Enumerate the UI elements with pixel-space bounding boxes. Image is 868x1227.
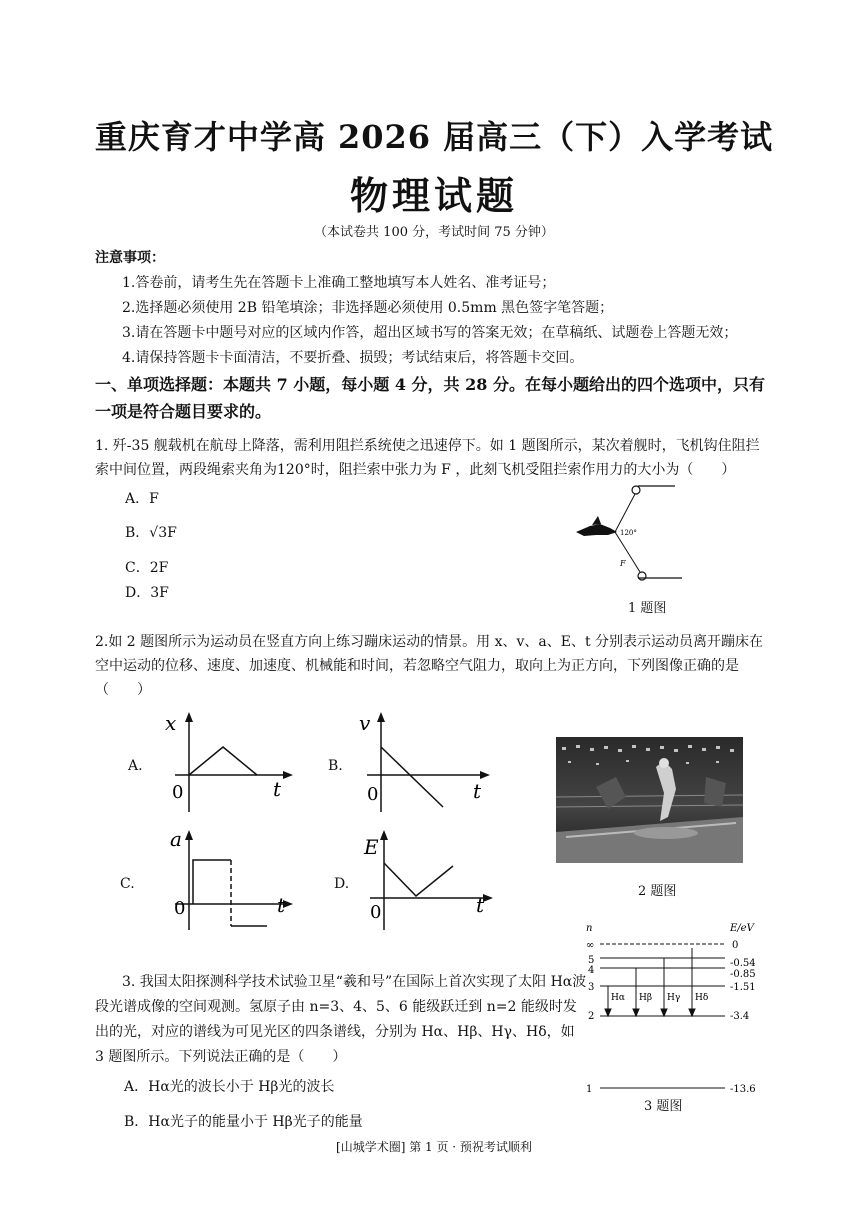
level-n: 2 xyxy=(588,1011,595,1022)
n-label: n xyxy=(586,923,593,934)
spectral-line-label: Hγ xyxy=(667,993,681,1003)
q2-option-a: A. xyxy=(128,758,143,774)
q2-stem-cont: （ ） xyxy=(95,682,151,698)
q1-stem: 1. 歼-35 舰载机在航母上降落，需利用阻拦系统使之迅速停下。如 1 题图所示，某次着舰时，飞机钩住阻拦 xyxy=(95,438,760,454)
subject-title: 物理试题 xyxy=(349,173,518,218)
y-axis-label: x xyxy=(165,711,177,735)
notice-heading: 注意事项： xyxy=(95,250,165,266)
origin-label: 0 xyxy=(172,782,184,803)
q2-graph-a xyxy=(165,708,300,818)
y-axis-label: v xyxy=(359,711,371,735)
q2-stem: 2.如 2 题图所示为运动员在竖直方向上练习蹦床运动的情景。用 x、v、a、E、t 分别表示运动员离开蹦床在 xyxy=(95,634,764,650)
q3-stem: 3. 我国太阳探测科学技术试验卫星“羲和号”在国际上首次实现了太阳 Hα波 xyxy=(122,974,587,990)
x-axis-label: t xyxy=(273,777,282,801)
q1-option-a: A．F xyxy=(125,491,159,507)
exam-title: 重庆育才中学高 2026 届高三（下）入学考试 xyxy=(94,118,774,156)
pulley-icon xyxy=(632,486,640,494)
section-heading: 一、单项选择题：本题共 7 小题，每小题 4 分，共 28 分。在每小题给出的四个选项中，只有 xyxy=(95,375,765,394)
q1-option-d: D．3F xyxy=(125,585,169,601)
q1-caption: 1 题图 xyxy=(628,601,667,616)
pulley-icon xyxy=(638,572,646,580)
q2-caption: 2 题图 xyxy=(638,884,677,899)
q2-graph-c xyxy=(165,826,300,934)
level-n: 3 xyxy=(588,982,595,993)
spectral-line-label: Hβ xyxy=(639,993,653,1003)
notice-item: 1.答卷前，请考生先在答题卡上准确工整地填写本人姓名、准考证号； xyxy=(122,275,556,291)
q3-stem-cont: 出的光，对应的谱线为可见光区的四条谱线，分别为 Hα、Hβ、Hγ、Hδ，如 xyxy=(95,1024,575,1040)
level-n: ∞ xyxy=(586,940,595,951)
q2-option-c: C. xyxy=(120,876,135,892)
level-n: 5 xyxy=(588,955,595,966)
notice-item: 3.请在答题卡中题号对应的区域内作答，超出区域书写的答案无效；在草稿纸、试题卷上答题无效； xyxy=(122,325,738,341)
jet-icon xyxy=(576,524,617,536)
q3-stem-cont: 3 题图所示。下列说法正确的是（ ） xyxy=(95,1049,347,1065)
q2-stem-cont: 空中运动的位移、速度、加速度、机械能和时间，若忽略空气阻力，取向上为正方向，下列图像正确的是 xyxy=(95,658,739,674)
spectral-line-label: Hα xyxy=(611,993,625,1003)
origin-label: 0 xyxy=(174,898,186,919)
level-e: 0 xyxy=(732,940,739,951)
level-e: -0.85 xyxy=(730,969,756,980)
q1-option-c: C．2F xyxy=(125,560,169,576)
q3-caption: 3 题图 xyxy=(644,1099,683,1114)
page-footer: [山城学术圈] 第 1 页 · 预祝考试顺利 xyxy=(336,1140,532,1154)
energy-level-diagram xyxy=(580,918,770,1103)
level-n: 1 xyxy=(586,1084,593,1095)
level-n: 4 xyxy=(588,965,595,976)
y-axis-label: a xyxy=(170,827,182,851)
q2-graph-b xyxy=(357,708,497,818)
e-label: E/eV xyxy=(730,923,754,934)
origin-label: 0 xyxy=(367,784,379,805)
q2-option-b: B. xyxy=(328,758,343,774)
trampoline-photo xyxy=(556,737,743,863)
x-axis-label: t xyxy=(277,893,286,917)
q3-stem-cont: 段光谱成像的空间观测。氢原子由 n=3、4、5、6 能级跃迁到 n=2 能级时发 xyxy=(95,999,577,1015)
q1-stem-cont: 索中间位置，两段绳索夹角为120°时，阻拦索中张力为 F ，此刻飞机受阻拦索作用力的大小为（ ） xyxy=(95,462,736,478)
q2-option-d: D. xyxy=(334,876,350,892)
q1-option-b: B．√3F xyxy=(125,525,177,541)
level-e: -0.54 xyxy=(730,958,756,969)
level-e: -13.6 xyxy=(730,1084,756,1095)
x-axis-label: t xyxy=(476,893,485,917)
notice-item: 2.选择题必须使用 2B 铅笔填涂；非选择题必须使用 0.5mm 黑色签字笔答题； xyxy=(122,300,614,316)
y-axis-label: E xyxy=(364,835,379,859)
exam-note: （本试卷共 100 分，考试时间 75 分钟） xyxy=(314,225,554,240)
level-e: -1.51 xyxy=(730,982,756,993)
q2-graph-d xyxy=(360,826,500,934)
q3-option-a: A．Hα光的波长小于 Hβ光的波长 xyxy=(124,1079,335,1095)
angle-label: 120° xyxy=(620,529,637,537)
origin-label: 0 xyxy=(370,902,382,923)
q1-figure xyxy=(570,478,690,588)
level-e: -3.4 xyxy=(730,1011,750,1022)
force-label: F xyxy=(620,559,626,568)
spectral-line-label: Hδ xyxy=(695,993,709,1003)
x-axis-label: t xyxy=(473,779,482,803)
section-heading-cont: 一项是符合题目要求的。 xyxy=(95,402,272,421)
notice-item: 4.请保持答题卡卡面清洁，不要折叠、损毁；考试结束后，将答题卡交回。 xyxy=(122,350,584,366)
q3-option-b: B．Hα光子的能量小于 Hβ光子的能量 xyxy=(124,1114,363,1130)
